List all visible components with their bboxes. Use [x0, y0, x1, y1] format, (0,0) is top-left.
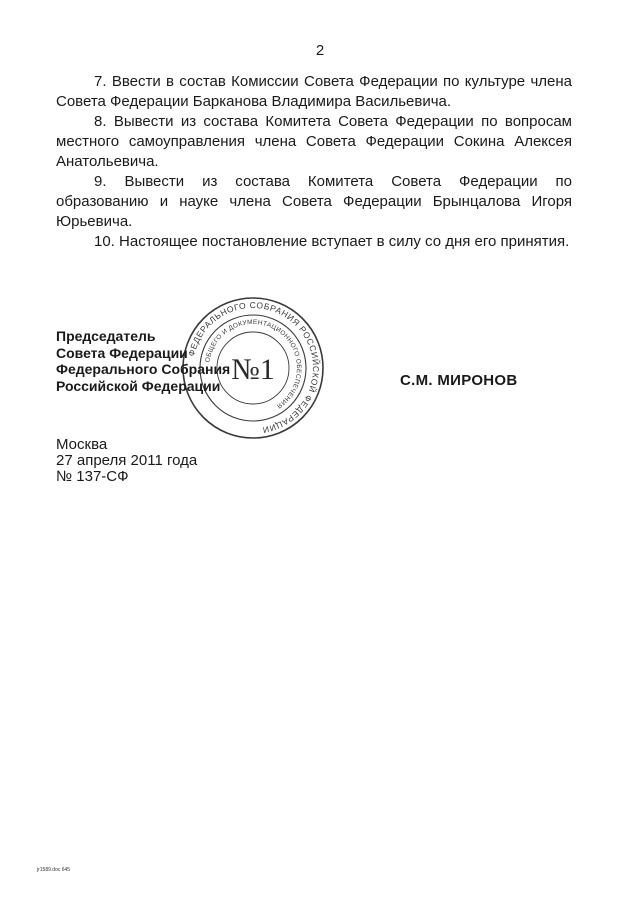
seal-center-text: №1	[231, 353, 275, 386]
paragraph-9: 9. Вывести из состава Комитета Совета Федерации по образованию и науке члена Совета Федерации Брынцалова Игоря Юрьевича.	[56, 173, 572, 230]
paragraph-8: 8. Вывести из состава Комитета Совета Федерации по вопросам местного самоуправления члена Совета Федерации Сокина Алексея Анатольевича.	[56, 113, 572, 170]
date: 27 апреля 2011 года	[56, 452, 198, 469]
place: Москва	[56, 436, 108, 453]
signatory-title-line: Российской Федерации	[56, 377, 221, 394]
paragraph-7: 7. Ввести в состав Комиссии Совета Федерации по культуре члена Совета Федерации Барканова Владимира Васильевича.	[56, 73, 572, 110]
signatory-title-line: Совета Федерации	[56, 344, 188, 361]
place-date-block	[56, 437, 197, 485]
paragraph-10: 10. Настоящее постановление вступает в силу со дня его принятия.	[94, 233, 570, 250]
signatory-title-line: Председатель	[56, 328, 156, 344]
document-number: № 137-СФ	[56, 468, 129, 485]
page-number: 2	[315, 42, 325, 59]
seal-inner-text: ОБЩЕГО И ДОКУМЕНТАЦИОННОГО ОБЕСПЕЧЕНИЯ	[204, 318, 303, 410]
resolution-body	[56, 72, 572, 252]
signatory-title	[56, 328, 230, 394]
footer-file-code: jr1589.doc 645	[37, 867, 71, 873]
signatory-title-line: Федерального Собрания	[56, 361, 231, 377]
signatory-name: С.М. МИРОНОВ	[400, 372, 518, 389]
seal-outer-text: ФЕДЕРАЛЬНОГО СОБРАНИЯ РОССИЙСКОЙ ФЕДЕРАЦИИ	[186, 299, 322, 436]
